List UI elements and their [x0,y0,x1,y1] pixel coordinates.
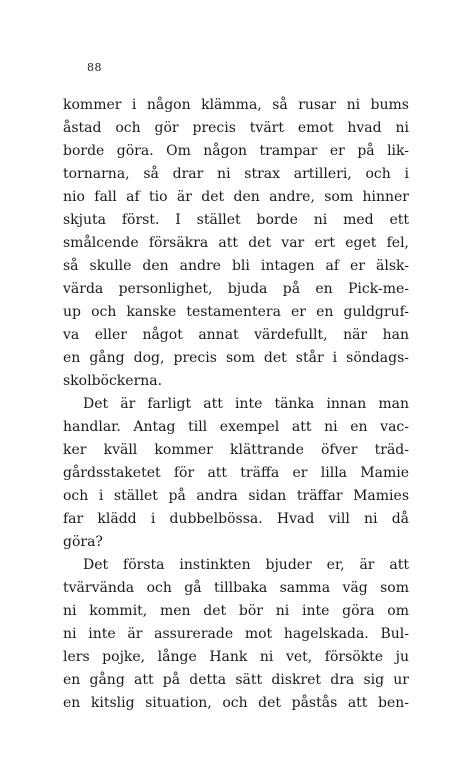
text-line: värda personlighet, bjuda på en Pick-me- [63,281,409,297]
text-line: en gång dog, precis som det står i söndags- [63,350,409,366]
page-number: 88 [87,61,102,74]
text-line: skjuta först. I stället borde ni med ett [63,212,409,228]
text-line: tvärvända och gå tillbaka samma väg som [63,580,409,596]
text-line: ni kommit, men det bör ni inte göra om [63,603,409,619]
text-line: Det är farligt att inte tänka innan man [83,396,409,412]
text-line: en gång att på detta sätt diskret dra sig ur [63,672,409,688]
text-line: göra? [63,534,103,550]
text-line: up och kanske testamentera er en guldgruf- [63,304,409,320]
text-line: far klädd i dubbelbössa. Hvad vill ni då [63,511,409,527]
body-text [63,94,409,715]
text-line: ker kväll kommer klättrande öfver träd- [63,442,409,458]
text-line: va eller något annat värdefullt, när han [63,327,409,343]
text-line: tornarna, så drar ni strax artilleri, och i [63,166,409,182]
text-line: lers pojke, långe Hank ni vet, försökte ju [63,649,409,665]
text-line: Det första instinkten bjuder er, är att [83,557,409,573]
text-line: borde göra. Om någon trampar er på lik- [63,143,409,159]
text-line: åstad och gör precis tvärt emot hvad ni [63,120,409,136]
text-line: en kitslig situation, och det påstås att ben- [63,695,409,711]
text-line: så skulle den andre bli intagen af er älsk- [63,258,409,274]
text-line: och i stället på andra sidan träffar Mamies [63,488,409,504]
text-line: handlar. Antag till exempel att ni en vac- [63,419,409,435]
text-line: ni inte är assurerade mot hagelskada. Bul- [63,626,409,642]
text-line: kommer i någon klämma, så rusar ni bums [63,97,409,113]
text-line: gårdsstaketet för att träffa er lilla Mamie [63,465,409,481]
text-line: smålcende försäkra att det var ert eget fel, [63,235,409,251]
text-line: nio fall af tio är det den andre, som hinner [63,189,409,205]
text-line: skolböckerna. [63,373,163,389]
